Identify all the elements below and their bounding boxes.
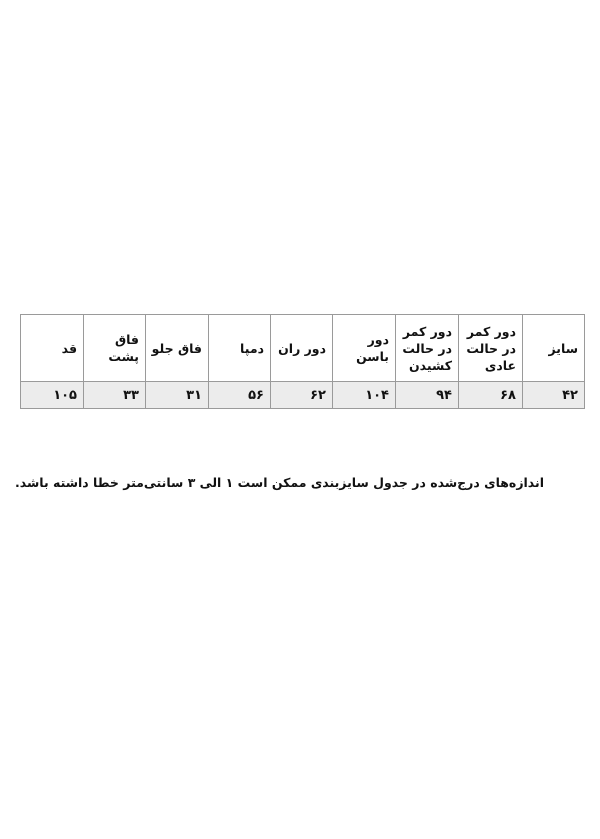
cell-thigh: ۶۲ (271, 382, 333, 409)
cell-hem: ۵۶ (209, 382, 271, 409)
header-hip: دور باسن (333, 315, 396, 382)
header-thigh: دور ران (271, 315, 333, 382)
cell-hip: ۱۰۴ (333, 382, 396, 409)
tolerance-note: اندازه‌های درج‌شده در جدول سایزبندی ممکن است ۱ الی ۳ سانتی‌متر خطا داشته باشد. (15, 474, 544, 490)
cell-front-rise: ۳۱ (146, 382, 209, 409)
header-length: قد (21, 315, 84, 382)
cell-back-rise: ۳۳ (84, 382, 146, 409)
table-header-row (21, 315, 585, 382)
header-front-rise: فاق جلو (146, 315, 209, 382)
header-size: سایز (523, 315, 585, 382)
header-waist-normal: دور کمر در حالت عادی (459, 315, 523, 382)
cell-length: ۱۰۵ (21, 382, 84, 409)
header-hem: دمپا (209, 315, 271, 382)
cell-waist-stretched: ۹۴ (396, 382, 459, 409)
cell-size: ۴۲ (523, 382, 585, 409)
header-back-rise: فاق پشت (84, 315, 146, 382)
size-table (20, 314, 585, 409)
header-waist-stretched: دور کمر در حالت کشیدن (396, 315, 459, 382)
table-row (21, 382, 585, 409)
cell-waist-normal: ۶۸ (459, 382, 523, 409)
